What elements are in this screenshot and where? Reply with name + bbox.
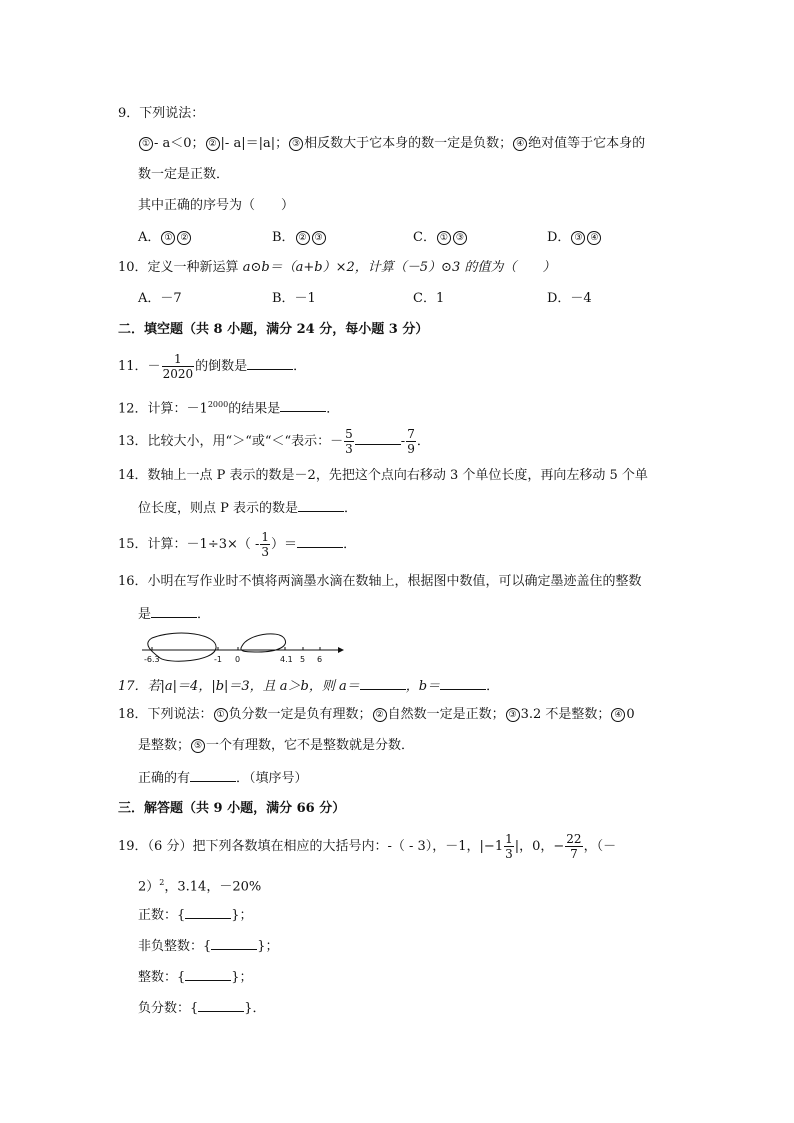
circle-mark: ③ xyxy=(312,231,326,245)
answer-blank[interactable] xyxy=(151,604,197,618)
q15-fraction xyxy=(260,530,270,559)
q17-text: 17．若|a|＝4，|b|＝3，且 a＞b，则 a＝ xyxy=(118,679,360,694)
q19-integer xyxy=(138,967,253,987)
q10-expression: a⊙b＝（a+b）×2，计算（－5）⊙3 的值为（ ） xyxy=(242,260,556,275)
circle-mark-4: ④ xyxy=(513,137,527,151)
exponent: 2 xyxy=(159,878,165,887)
tick-label: 6 xyxy=(317,655,323,664)
q19-line-1 xyxy=(118,832,616,861)
q9-s4: 绝对值等于它本身的 xyxy=(528,136,646,151)
q9-option-a[interactable] xyxy=(138,229,192,247)
brace-close: }； xyxy=(231,970,253,985)
q9-s3: 相反数大于它本身的数一定是负数； xyxy=(304,136,513,151)
circle-mark: ③ xyxy=(571,231,585,245)
period: ． xyxy=(344,501,358,516)
answer-blank[interactable] xyxy=(297,534,343,548)
circle-mark-1: ① xyxy=(139,137,153,151)
brace-close: }； xyxy=(231,908,253,923)
answer-blank-a[interactable] xyxy=(360,676,406,690)
q19-text: 19．（6 分）把下列各数填在相应的大括号内：-（ - 3），－1， xyxy=(118,839,480,854)
period: ． xyxy=(486,679,500,694)
q19-fraction xyxy=(565,832,582,861)
label-positive: 正数：{ xyxy=(138,908,186,923)
q12-tail: 的结果是 xyxy=(228,401,281,417)
abs-open: |−1 xyxy=(479,839,504,854)
q18-line2-text: 是整数； xyxy=(138,738,191,753)
q18-p4: 0 xyxy=(626,707,635,722)
q19-tail: ，（－ xyxy=(583,839,617,854)
denominator: 3 xyxy=(345,442,353,456)
arrow-icon xyxy=(338,647,344,653)
q19-line-2 xyxy=(138,874,261,896)
q9-ask: 其中正确的序号为（ ） xyxy=(138,198,295,213)
q9-statements-line xyxy=(138,135,645,153)
circle-mark: ① xyxy=(437,231,451,245)
numerator: 1 xyxy=(505,832,513,846)
q19-line2-tail: ，3.14，－20% xyxy=(164,879,262,895)
q19-nonneg-int xyxy=(138,936,279,956)
numerator: 1 xyxy=(261,530,270,544)
q10-option-c[interactable]: C．1 xyxy=(413,291,445,306)
q9-option-c[interactable] xyxy=(413,229,468,247)
answer-blank[interactable] xyxy=(355,431,401,445)
q16-text: 是 xyxy=(138,607,152,622)
numerator: 7 xyxy=(407,427,415,441)
q16-line-1: 16．小明在写作业时不慎将两滴墨水滴在数轴上，根据图中数值，可以确定墨迹盖住的整数 xyxy=(118,574,642,589)
q18-text: 18．下列说法： xyxy=(118,707,213,722)
q12-text: 12．计算：－1 xyxy=(118,401,208,417)
answer-blank-b[interactable] xyxy=(440,676,486,690)
answer-blank[interactable] xyxy=(280,398,326,412)
section-2-heading: 二．填空题（共 8 小题，满分 24 分，每小题 3 分） xyxy=(118,322,429,337)
period: ． xyxy=(343,537,357,552)
label-negative-fraction: 负分数：{ xyxy=(138,1001,199,1016)
option-letter: B． xyxy=(272,230,295,245)
option-letter: D． xyxy=(547,230,571,245)
circle-mark-2: ② xyxy=(206,137,220,151)
q13-fraction-1 xyxy=(344,427,354,456)
q18-line3-end: ．（填序号） xyxy=(236,771,308,786)
q18-p1: 负分数一定是负有理数； xyxy=(228,707,372,722)
q9-option-d[interactable] xyxy=(547,229,602,247)
period: ． xyxy=(293,359,307,374)
circle-mark-3: ③ xyxy=(289,137,303,151)
circle-mark: ② xyxy=(177,231,191,245)
q19-negative-fraction xyxy=(138,998,266,1018)
q15-text: 15．计算：－1÷3×（ - xyxy=(118,537,260,552)
q14-line-2 xyxy=(138,498,357,518)
q10-option-d[interactable]: D．－4 xyxy=(547,291,592,306)
q14-line-1: 14．数轴上一点 P 表示的数是－2，先把这个点向右移动 3 个单位长度，再向左移动 5 个单 xyxy=(118,468,648,483)
tick-label: 4.1 xyxy=(280,655,293,664)
circle-mark: ① xyxy=(161,231,175,245)
q11-fraction xyxy=(162,352,195,381)
answer-blank[interactable] xyxy=(198,998,244,1012)
circle-mark: ② xyxy=(373,708,387,722)
q15 xyxy=(118,530,356,559)
option-letter: A． xyxy=(138,230,161,245)
period: ． xyxy=(197,607,211,622)
q17 xyxy=(118,676,499,696)
circle-mark: ④ xyxy=(587,231,601,245)
circle-mark: ④ xyxy=(611,708,625,722)
exponent: 2000 xyxy=(207,400,229,409)
q10-option-a[interactable]: A．－7 xyxy=(138,291,182,306)
q16-line-2 xyxy=(138,604,210,624)
circle-mark: ③ xyxy=(506,708,520,722)
q18-line-3 xyxy=(138,768,308,788)
q18-line-1 xyxy=(118,706,635,724)
q9-stem: 9．下列说法： xyxy=(118,106,205,121)
q19-line2: 2） xyxy=(138,879,160,895)
q9-option-b[interactable] xyxy=(272,229,327,247)
q13 xyxy=(118,427,430,456)
answer-blank[interactable] xyxy=(298,498,344,512)
denominator: 3 xyxy=(261,545,270,559)
denominator: 3 xyxy=(505,847,513,861)
denominator: 2020 xyxy=(162,367,194,381)
q11 xyxy=(118,352,306,381)
circle-mark: ② xyxy=(296,231,310,245)
numerator: 1 xyxy=(162,352,195,367)
q18-line-2 xyxy=(138,737,414,755)
q19-positive xyxy=(138,905,253,925)
answer-blank[interactable] xyxy=(185,905,231,919)
option-letter: C． xyxy=(413,230,436,245)
answer-blank[interactable] xyxy=(211,936,257,950)
q15-tail: ）＝ xyxy=(271,537,298,552)
numerator: 5 xyxy=(345,427,353,441)
tick-label: -1 xyxy=(214,655,222,664)
q12 xyxy=(118,396,339,418)
tick-label: 0 xyxy=(235,655,241,664)
abs-close: |，0，− xyxy=(514,839,565,854)
number-line-figure xyxy=(138,630,348,666)
period: ． xyxy=(416,434,430,449)
circle-mark: ③ xyxy=(453,231,467,245)
q9-s1: - a＜0； xyxy=(154,136,205,151)
q18-p3: 3.2 不是整数； xyxy=(520,707,611,722)
period: ． xyxy=(326,401,340,417)
minus-sign: － xyxy=(147,359,161,374)
label-integer: 整数：{ xyxy=(138,970,186,985)
q10-option-b[interactable]: B．－1 xyxy=(272,291,316,306)
q18-line3-text: 正确的有 xyxy=(138,771,191,786)
circle-mark: ① xyxy=(214,708,228,722)
q11-number: 11． xyxy=(118,359,148,374)
ink-blot-2 xyxy=(241,634,286,652)
tick-label: 5 xyxy=(300,655,306,664)
answer-blank[interactable] xyxy=(185,967,231,981)
minus-sign: - xyxy=(400,434,406,449)
answer-blank[interactable] xyxy=(247,356,293,370)
q18-p2: 自然数一定是正数； xyxy=(387,707,505,722)
brace-close: }． xyxy=(244,1001,266,1016)
q13-text: 13．比较大小，用“＞“或“＜“表示：－ xyxy=(118,434,344,449)
tick-label: -6.3 xyxy=(144,655,160,664)
section-3-heading: 三．解答题（共 9 小题，满分 66 分） xyxy=(118,801,346,816)
q9-s4-cont: 数一定是正数． xyxy=(138,167,230,182)
answer-blank[interactable] xyxy=(190,768,236,782)
q19-mixed-fraction xyxy=(504,832,514,861)
numerator: 22 xyxy=(566,832,582,846)
q17-mid: ，b＝ xyxy=(405,679,441,694)
denominator: 7 xyxy=(570,847,578,861)
q11-text: 的倒数是 xyxy=(195,359,248,374)
q13-fraction-2 xyxy=(406,427,416,456)
q10-stem xyxy=(118,259,555,277)
q9-s2: |- a|＝|a|； xyxy=(220,136,289,151)
label-nonnegative-integer: 非负整数：{ xyxy=(138,939,212,954)
q18-p5: 一个有理数，它不是整数就是分数． xyxy=(206,738,415,753)
brace-close: }； xyxy=(257,939,279,954)
circle-mark: ⑤ xyxy=(191,739,205,753)
q14-text: 位长度，则点 P 表示的数是 xyxy=(138,501,299,516)
q10-text: 10．定义一种新运算 xyxy=(118,260,239,275)
denominator: 9 xyxy=(407,442,415,456)
